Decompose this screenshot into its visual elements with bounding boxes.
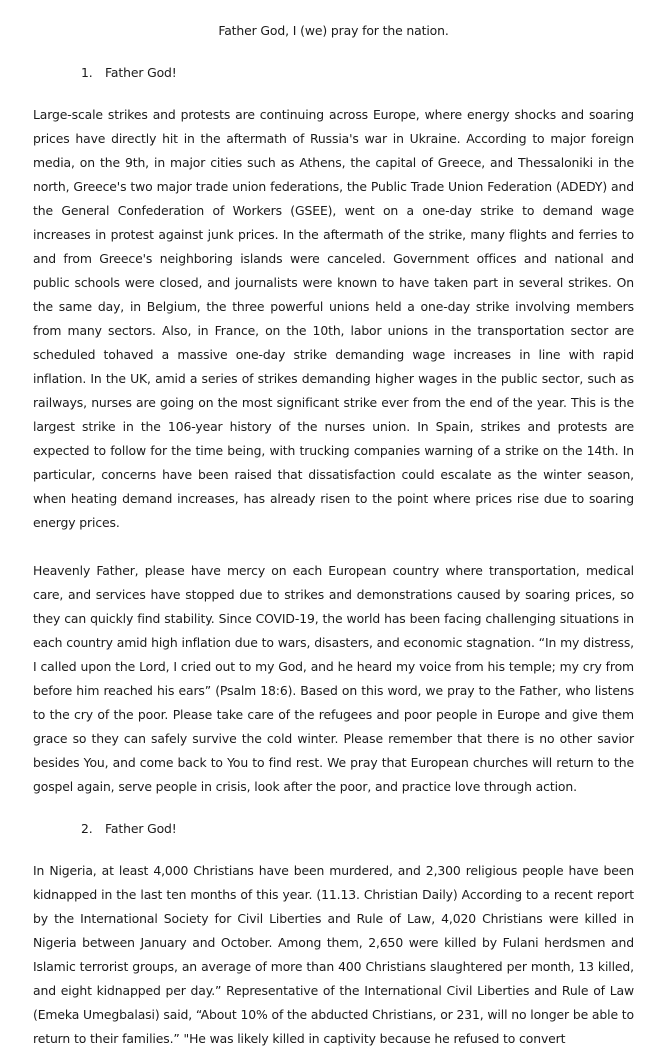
section-2-heading	[81, 817, 634, 841]
section-2-number: 2.	[81, 821, 93, 836]
section-2-heading-text: Father God!	[105, 821, 177, 836]
paragraph-spacer	[33, 535, 634, 559]
section-1-heading-text: Father God!	[105, 65, 177, 80]
document-page	[33, 19, 634, 1051]
section-1-number: 1.	[81, 65, 93, 80]
section-2-paragraph-1: In Nigeria, at least 4,000 Christians have been murdered, and 2,300 religious people have been kidnapped in the last ten months of this year. (11.13. Christian Daily) According to a recent report by the International Society for Civil Liberties and Rule of Law, 4,020 Christians were killed in Nigeria between January and October. Among them, 2,650 were killed by Fulani herdsmen and Islamic terrorist groups, an average of more than 400 Christians slaughtered per month, 13 killed, and eight kidnapped per day.” Representative of the International Civil Liberties and Rule of Law (Emeka Umegbalasi) said, “About 10% of the abducted Christians, or 231, will no longer be able to return to their families.” "He was likely killed in captivity because he refused to convert	[33, 863, 634, 1046]
section-1-paragraph-1: Large-scale strikes and protests are continuing across Europe, where energy shocks and soaring prices have directly hit in the aftermath of Russia's war in Ukraine. According to major foreign media, on the 9th, in major cities such as Athens, the capital of Greece, and Thessaloniki in the north, Greece's two major trade union federations, the Public Trade Union Federation (ADEDY) and the General Confederation of Workers (GSEE), went on a one-day strike to demand wage increases in protest against junk prices. In the aftermath of the strike, many flights and ferries to and from Greece's neighboring islands were canceled. Government offices and national and public schools were closed, and journalists were known to have taken part in several strikes. On the same day, in Belgium, the three powerful unions held a one-day strike involving members from many sectors. Also, in France, on the 10th, labor unions in the transportation sector are scheduled tohaved a massive one-day strike demanding wage increases in line with rapid inflation. In the UK, amid a series of strikes demanding higher wages in the public sector, such as railways, nurses are going on the most significant strike ever from the end of the year. This is the largest strike in the 106-year history of the nurses union. In Spain, strikes and protests are expected to follow for the time being, with trucking companies warning of a strike on the 14th. In particular, concerns have been raised that dissatisfaction could escalate as the winter season, when heating demand increases, has already risen to the point where prices rise due to soaring energy prices.	[33, 107, 634, 530]
section-1-heading	[81, 61, 634, 85]
document-title: Father God, I (we) pray for the nation.	[218, 23, 449, 38]
section-1-paragraph-2: Heavenly Father, please have mercy on each European country where transportation, medical care, and services have stopped due to strikes and demonstrations caused by soaring prices, so they can quickly find stability. Since COVID-19, the world has been facing challenging situations in each country amid high inflation due to wars, disasters, and economic stagnation. “In my distress, I called upon the Lord, I cried out to my God, and he heard my voice from his temple; my cry from before him reached his ears” (Psalm 18:6). Based on this word, we pray to the Father, who listens to the cry of the poor. Please take care of the refugees and poor people in Europe and give them grace so they can safely survive the cold winter. Please remember that there is no other savior besides You, and come back to You to find rest. We pray that European churches will return to the gospel again, serve people in crisis, look after the poor, and practice love through action.	[33, 563, 634, 794]
